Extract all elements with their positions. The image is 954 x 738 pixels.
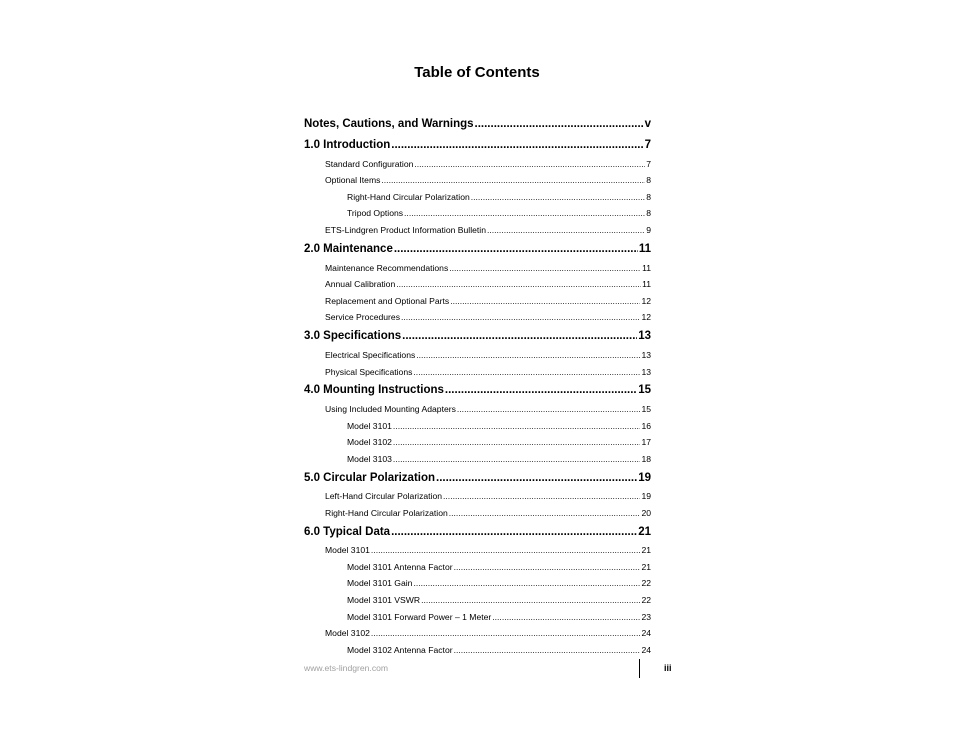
dot-leader	[414, 159, 645, 170]
toc-entry-label: Model 3101	[325, 545, 370, 555]
toc-entry-replacement-optional-parts[interactable]	[325, 296, 651, 307]
toc-entry-label: ETS-Lindgren Product Information Bulletin	[325, 225, 486, 235]
toc-entry-using-included-mounting-adapters[interactable]	[325, 404, 651, 415]
toc-entry-page: 8	[646, 208, 651, 218]
toc-entry-model-3102-antenna-factor[interactable]	[347, 645, 651, 656]
toc-entry-maintenance-recommendations[interactable]	[325, 263, 651, 274]
dot-leader	[421, 595, 640, 606]
toc-entry-label: Right-Hand Circular Polarization	[325, 508, 448, 518]
dot-leader	[393, 454, 641, 465]
toc-entry-label: 4.0 Mounting Instructions	[304, 384, 444, 396]
toc-entry-label: Electrical Specifications	[325, 350, 416, 360]
dot-leader	[471, 192, 645, 203]
toc-entry-mounting-model-3103[interactable]	[347, 454, 651, 465]
toc-entry-right-hand-circular-polarization-2[interactable]	[325, 508, 651, 519]
dot-leader	[443, 491, 640, 502]
dot-leader	[396, 279, 641, 290]
toc-entry-label: Model 3101	[347, 421, 392, 431]
toc-entry-page: 11	[642, 263, 651, 273]
toc-entry-page: 15	[638, 384, 651, 396]
dot-leader	[394, 242, 638, 256]
dot-leader	[449, 263, 641, 274]
toc-entry-label: Annual Calibration	[325, 279, 396, 289]
toc-entry-page: 9	[646, 225, 651, 235]
toc-entry-maintenance[interactable]	[304, 242, 651, 256]
toc-entry-label: Notes, Cautions, and Warnings	[304, 118, 474, 130]
toc-entry-model-3101-forward-power[interactable]	[347, 612, 651, 623]
dot-leader	[391, 138, 643, 152]
toc-entry-label: 1.0 Introduction	[304, 139, 391, 151]
toc-entry-circular-polarization[interactable]	[304, 471, 651, 485]
toc-entry-mounting-model-3101[interactable]	[347, 421, 651, 432]
dot-leader	[445, 383, 637, 397]
toc-entry-page: 8	[646, 175, 651, 185]
toc-entry-annual-calibration[interactable]	[325, 279, 651, 290]
toc-entry-label: Maintenance Recommendations	[325, 263, 449, 273]
toc-entry-label: Right-Hand Circular Polarization	[347, 192, 470, 202]
toc-entry-label: 3.0 Specifications	[304, 330, 402, 342]
toc-entry-mounting-model-3102[interactable]	[347, 437, 651, 448]
toc-entry-page: 16	[641, 421, 651, 431]
toc-entry-right-hand-circular-polarization[interactable]	[347, 192, 651, 203]
dot-leader	[413, 578, 640, 589]
toc-entry-page: 21	[641, 562, 651, 572]
toc-entry-optional-items[interactable]	[325, 175, 651, 186]
footer-url[interactable]: www.ets-lindgren.com	[304, 663, 389, 673]
toc-entry-page: 21	[638, 526, 651, 538]
dot-leader	[413, 367, 640, 378]
toc-entry-page: 8	[646, 192, 651, 202]
toc-entry-page: 19	[641, 491, 651, 501]
dot-leader	[450, 296, 640, 307]
toc-entry-label: Service Procedures	[325, 312, 400, 322]
toc-entry-page: 19	[638, 472, 651, 484]
toc-entry-model-3101-vswr[interactable]	[347, 595, 651, 606]
dot-leader	[391, 525, 637, 539]
dot-leader	[475, 117, 644, 131]
toc-entry-page: 18	[641, 454, 651, 464]
toc-entry-electrical-specifications[interactable]	[325, 350, 651, 361]
dot-leader	[454, 645, 641, 656]
dot-leader	[371, 628, 641, 639]
toc-entry-label: Model 3102 Antenna Factor	[347, 645, 453, 655]
toc-entry-specifications[interactable]	[304, 329, 651, 343]
dot-leader	[454, 562, 641, 573]
toc-entry-introduction[interactable]	[304, 138, 651, 152]
toc-entry-typical-data[interactable]	[304, 525, 651, 539]
toc-entry-label: Optional Items	[325, 175, 381, 185]
toc-entry-model-3101-gain[interactable]	[347, 578, 651, 589]
dot-leader	[371, 545, 641, 556]
toc-entry-page: 11	[638, 243, 651, 255]
toc-entry-page: 11	[642, 279, 651, 289]
dot-leader	[416, 350, 640, 361]
dot-leader	[401, 312, 640, 323]
dot-leader	[449, 508, 641, 519]
toc-entry-label: Tripod Options	[347, 208, 404, 218]
toc-entry-page: 24	[641, 628, 651, 638]
toc-entry-tripod-options[interactable]	[347, 208, 651, 219]
page-title: Table of Contents	[414, 64, 540, 81]
toc-entry-label: 2.0 Maintenance	[304, 243, 393, 255]
toc-entry-label: Model 3101 Antenna Factor	[347, 562, 453, 572]
dot-leader	[487, 225, 645, 236]
toc-entry-label: 6.0 Typical Data	[304, 526, 391, 538]
toc-entry-page: 24	[641, 645, 651, 655]
toc-entry-page: 22	[641, 595, 651, 605]
dot-leader	[436, 471, 637, 485]
toc-entry-product-information-bulletin[interactable]	[325, 225, 651, 236]
toc-entry-label: Model 3101 Forward Power – 1 Meter	[347, 612, 492, 622]
toc-entry-label: Model 3101 Gain	[347, 578, 413, 588]
toc-entry-page: 17	[641, 437, 651, 447]
toc-entry-label: Using Included Mounting Adapters	[325, 404, 456, 414]
toc-entry-page: 15	[641, 404, 651, 414]
toc-entry-data-model-3102[interactable]	[325, 628, 651, 639]
dot-leader	[393, 437, 641, 448]
dot-leader	[404, 208, 645, 219]
toc-entry-notes-cautions-warnings[interactable]	[304, 117, 651, 131]
toc-entry-label: Replacement and Optional Parts	[325, 296, 450, 306]
dot-leader	[492, 612, 640, 623]
dot-leader	[381, 175, 645, 186]
footer-page-number: iii	[664, 663, 672, 673]
toc-entry-page: 12	[641, 312, 651, 322]
toc-entry-label: Model 3102	[347, 437, 392, 447]
toc-entry-page: 13	[638, 330, 651, 342]
toc-entry-label: Model 3102	[325, 628, 370, 638]
toc-entry-page: 20	[641, 508, 651, 518]
toc-entry-label: Standard Configuration	[325, 159, 414, 169]
toc-entry-mounting-instructions[interactable]	[304, 383, 651, 397]
dot-leader	[402, 329, 637, 343]
toc-entry-page: 12	[641, 296, 651, 306]
toc-entry-label: Left-Hand Circular Polarization	[325, 491, 443, 501]
dot-leader	[457, 404, 641, 415]
toc-entry-physical-specifications[interactable]	[325, 367, 651, 378]
toc-entry-label: Model 3103	[347, 454, 392, 464]
toc-entry-page: 7	[646, 159, 651, 169]
toc-entry-left-hand-circular-polarization[interactable]	[325, 491, 651, 502]
toc-entry-page: 23	[641, 612, 651, 622]
toc-entry-page: 7	[644, 139, 651, 151]
toc-entry-standard-configuration[interactable]	[325, 159, 651, 170]
toc-entry-page: 13	[641, 367, 651, 377]
dot-leader	[393, 421, 641, 432]
toc-entry-label: Physical Specifications	[325, 367, 413, 377]
toc-entry-label: 5.0 Circular Polarization	[304, 472, 436, 484]
toc-entry-model-3101-antenna-factor[interactable]	[347, 562, 651, 573]
toc-entry-page: 13	[641, 350, 651, 360]
toc-entry-label: Model 3101 VSWR	[347, 595, 421, 605]
toc-entry-service-procedures[interactable]	[325, 312, 651, 323]
toc-entry-page: v	[644, 118, 651, 130]
footer-divider	[639, 659, 640, 678]
toc-entry-page: 22	[641, 578, 651, 588]
toc-entry-data-model-3101[interactable]	[325, 545, 651, 556]
toc-entry-page: 21	[641, 545, 651, 555]
